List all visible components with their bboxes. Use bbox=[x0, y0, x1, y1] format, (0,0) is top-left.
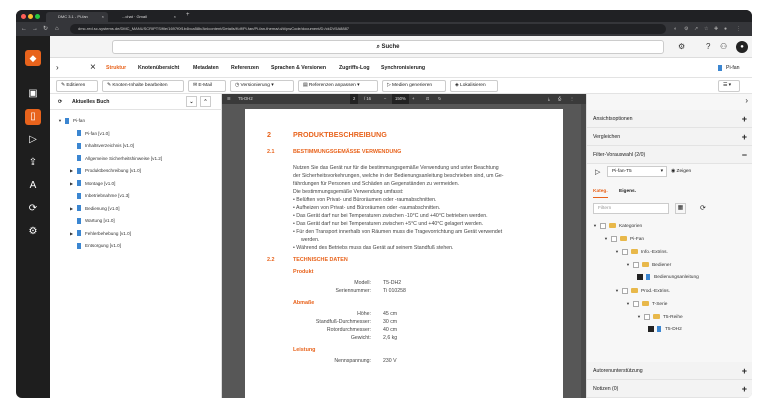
checkbox[interactable] bbox=[600, 223, 606, 229]
tab-label: DMC 3.1 - Pi-fan bbox=[58, 14, 88, 19]
spec-key: Seriennummer: bbox=[335, 288, 371, 294]
tree-item-label: Pi-fan [v1.0] bbox=[85, 130, 110, 136]
more-options-icon[interactable]: ⋮ bbox=[570, 96, 575, 101]
play-icon[interactable]: ▷ bbox=[29, 134, 37, 145]
section-label: Filter-Vorauswahl (2/0) bbox=[593, 152, 646, 158]
bullet-text: Aufheizen von Privat- und Büroräumen oder -raumabschnitten. bbox=[295, 205, 441, 211]
close-icon[interactable]: × bbox=[90, 62, 96, 73]
top-bar bbox=[50, 36, 752, 58]
tree-item-label: Produktbeschreibung [v1.0] bbox=[85, 168, 141, 173]
close-window-icon[interactable] bbox=[21, 14, 26, 19]
maximize-window-icon[interactable] bbox=[35, 14, 40, 19]
spec-value: 230 V bbox=[383, 358, 397, 364]
panel-header bbox=[50, 94, 222, 110]
fit-page-icon[interactable]: ⊡ bbox=[426, 96, 430, 101]
extension-icon[interactable]: ◐ bbox=[674, 26, 678, 32]
tree-item-label: Bedienung [v1.0] bbox=[85, 205, 120, 211]
checkbox[interactable] bbox=[622, 249, 628, 255]
spec-value: 45 cm bbox=[383, 311, 398, 317]
filter-tree-item[interactable] bbox=[626, 298, 667, 309]
bullet-icon: • bbox=[293, 197, 297, 203]
tree-item[interactable] bbox=[70, 241, 121, 251]
zoom-level[interactable]: 150% bbox=[392, 94, 409, 104]
bullet-icon: • bbox=[293, 229, 297, 235]
dashboard-icon[interactable]: ▣ bbox=[28, 88, 38, 99]
subsection-title: TECHNISCHE DATEN bbox=[293, 257, 348, 263]
tree-item[interactable] bbox=[70, 191, 129, 201]
subsection-title: BESTIMMUNGSGEMÄSSE VERWENDUNG bbox=[293, 149, 402, 155]
folder-icon bbox=[609, 223, 616, 228]
expand-icon[interactable]: ▼ bbox=[637, 314, 641, 319]
book-icon[interactable]: ▯ bbox=[25, 109, 41, 125]
checkbox[interactable] bbox=[633, 262, 639, 268]
book-icon bbox=[77, 193, 81, 199]
tab-knotenuebersicht[interactable]: Knotenübersicht bbox=[138, 65, 180, 71]
tree-item-label: Inbetriebnahme [v1.3] bbox=[85, 193, 130, 198]
section-label: Autorenunterstützung bbox=[593, 368, 643, 374]
export-icon[interactable]: ⇪ bbox=[28, 157, 38, 168]
browser-menu-icon[interactable]: ⋮ bbox=[736, 26, 741, 32]
tree-item-label: Wartung [v1.0] bbox=[85, 218, 115, 223]
section-label: Notizen (0) bbox=[593, 386, 619, 392]
bullet-item bbox=[293, 213, 488, 220]
spec-value: 2,6 kg bbox=[383, 335, 398, 341]
spec-key: Gewicht: bbox=[350, 335, 371, 341]
translate-icon[interactable]: A bbox=[29, 180, 37, 191]
spec-group-title: Leistung bbox=[293, 347, 316, 353]
extension-icon[interactable]: ⚙ bbox=[684, 26, 689, 32]
expand-icon[interactable]: ▶ bbox=[70, 180, 74, 186]
tree-item-label: Entsorgung [v1.0] bbox=[85, 243, 122, 248]
tree-item[interactable] bbox=[70, 154, 162, 164]
bullet-item bbox=[293, 205, 440, 212]
subsection-number: 2.1 bbox=[267, 149, 275, 155]
button-label: Lokalisieren bbox=[460, 83, 486, 88]
browser-window bbox=[16, 10, 752, 398]
filter-select[interactable] bbox=[607, 166, 667, 177]
tree-item[interactable] bbox=[70, 141, 134, 151]
avatar[interactable]: ● bbox=[736, 41, 748, 53]
edit-node-content-button[interactable]: ✎ Knoten-Inhalte bearbeiten bbox=[102, 80, 184, 92]
spec-key: Höhe: bbox=[357, 311, 371, 317]
tab-synchronisierung[interactable]: Synchronisierung bbox=[381, 65, 426, 71]
folder-icon bbox=[642, 262, 649, 267]
page-number-input[interactable]: 2 bbox=[350, 94, 358, 104]
checkbox[interactable] bbox=[644, 314, 650, 320]
button-label: E-Mail bbox=[198, 83, 212, 88]
tree-item[interactable] bbox=[70, 166, 141, 176]
filter-tree-item[interactable] bbox=[615, 285, 670, 296]
section-title: PRODUKTBESCHREIBUNG bbox=[293, 130, 387, 139]
profile-icon[interactable]: ● bbox=[724, 26, 728, 32]
search-label: Suche bbox=[381, 44, 400, 50]
expand-icon[interactable]: ▼ bbox=[593, 223, 597, 228]
spec-value: Ti 010258 bbox=[383, 288, 406, 294]
back-icon[interactable]: ← bbox=[21, 26, 27, 32]
book-icon bbox=[657, 326, 661, 332]
close-tab-icon[interactable]: × bbox=[173, 14, 176, 19]
project-name: Pi-fan bbox=[726, 65, 740, 71]
checkbox[interactable] bbox=[633, 301, 639, 307]
filter-item-label: Bedienungsanleitung bbox=[654, 275, 699, 280]
tree-item-label: Inhaltsverzeichnis [v1.0] bbox=[85, 143, 135, 148]
book-icon bbox=[77, 168, 81, 174]
expand-icon[interactable]: + bbox=[741, 384, 747, 394]
expand-icon[interactable]: ▼ bbox=[626, 262, 630, 267]
search-icon: ⌕ bbox=[376, 44, 382, 50]
spec-key: Rotordurchmesser: bbox=[326, 327, 371, 333]
puzzle-icon[interactable]: ✚ bbox=[714, 26, 719, 32]
tree-item[interactable] bbox=[70, 204, 119, 214]
localize-button[interactable]: ◈ Lokalisieren bbox=[450, 80, 498, 92]
checkbox[interactable] bbox=[622, 288, 628, 294]
folder-icon bbox=[620, 236, 627, 241]
tree-item[interactable] bbox=[58, 116, 85, 126]
spec-value: T5-DH2 bbox=[383, 280, 402, 286]
bullet-text: Belüften von Privat- und Büroräumen oder -raumabschnitten. bbox=[296, 197, 437, 203]
refresh-icon[interactable]: ⟳ bbox=[58, 99, 63, 105]
section-author-support[interactable] bbox=[587, 362, 752, 380]
expand-icon[interactable]: ▼ bbox=[615, 288, 619, 293]
expand-icon[interactable]: ▶ bbox=[70, 230, 74, 236]
browser-tab-bar bbox=[16, 10, 752, 22]
folder-icon bbox=[653, 314, 660, 319]
bullet-item bbox=[293, 221, 483, 228]
tree-item-label: Allgemeine Sicherheitshinweise [v1.2] bbox=[85, 155, 163, 161]
forward-icon[interactable]: → bbox=[32, 26, 38, 32]
action-toolbar bbox=[50, 78, 752, 94]
bullet-text: werden. bbox=[301, 237, 320, 243]
filter-item-label: T5-Reihe bbox=[662, 314, 683, 320]
book-icon bbox=[77, 230, 81, 236]
tree-item-label: Pi-fan bbox=[73, 118, 86, 123]
filter-item-label: T5-DH2 bbox=[665, 327, 682, 332]
book-icon bbox=[77, 180, 81, 186]
expand-icon[interactable]: ▼ bbox=[626, 301, 630, 306]
right-panel bbox=[586, 94, 752, 398]
book-icon bbox=[77, 143, 81, 149]
close-tab-icon[interactable]: × bbox=[101, 14, 104, 19]
bullet-item bbox=[293, 197, 436, 204]
print-icon[interactable]: ⎙ bbox=[558, 96, 562, 101]
spec-key: Nennspannung: bbox=[334, 358, 371, 364]
expand-down-icon[interactable]: ⌄ bbox=[186, 96, 197, 107]
folder-icon bbox=[642, 301, 649, 306]
new-tab-icon[interactable]: + bbox=[186, 12, 190, 18]
app bbox=[16, 36, 752, 398]
expand-icon[interactable]: ▼ bbox=[58, 118, 62, 123]
filter-tree-item[interactable] bbox=[626, 259, 671, 270]
spec-key: Modell: bbox=[354, 280, 371, 286]
book-icon bbox=[77, 218, 81, 224]
pdf-toolbar bbox=[222, 94, 586, 104]
tab-categories[interactable]: Kateg. bbox=[593, 186, 608, 198]
sync-icon[interactable]: ⟳ bbox=[28, 203, 38, 214]
filter-tree-item[interactable] bbox=[637, 272, 699, 283]
reload-icon[interactable]: ↻ bbox=[43, 26, 49, 32]
button-label: Medien generieren bbox=[392, 83, 433, 88]
collapse-icon[interactable]: − bbox=[741, 150, 747, 160]
filter-input[interactable]: Filtern bbox=[593, 203, 669, 214]
filter-item-label: Bediener bbox=[651, 262, 672, 268]
tab-referenzen[interactable]: Referenzen bbox=[231, 65, 259, 71]
home-icon[interactable]: ⌂ bbox=[55, 26, 59, 32]
expand-icon[interactable]: + bbox=[741, 132, 747, 142]
section-number: 2 bbox=[267, 130, 271, 139]
toggle-label: Zeigen bbox=[676, 169, 692, 174]
book-icon bbox=[646, 274, 650, 280]
folder-icon bbox=[631, 249, 638, 254]
bullet-item bbox=[301, 237, 319, 244]
download-icon[interactable]: ⤓ bbox=[548, 96, 550, 101]
adjust-references-button[interactable]: ▤ Referenzen anpassen ▾ bbox=[298, 80, 378, 92]
notifications-icon[interactable]: ⚇ bbox=[720, 42, 728, 51]
checkbox[interactable] bbox=[611, 236, 617, 242]
browser-tab-active[interactable] bbox=[46, 12, 108, 22]
checkbox[interactable] bbox=[637, 274, 643, 280]
bullet-text: Während des Betriebs muss das Gerät auf seinem Standfuß stehen. bbox=[296, 245, 454, 251]
section-label: Vergleichen bbox=[593, 134, 621, 140]
section-label: Ansichtsoptionen bbox=[593, 116, 633, 122]
folder-icon bbox=[631, 288, 638, 293]
project-label bbox=[718, 58, 740, 78]
filter-tree-item[interactable] bbox=[593, 220, 642, 231]
section-notes[interactable] bbox=[587, 380, 752, 398]
app-logo-icon[interactable]: ◆ bbox=[25, 50, 41, 66]
spec-group-title: Produkt bbox=[293, 269, 314, 275]
filter-item-label: T-Serie bbox=[651, 301, 668, 307]
play-filter-icon[interactable]: ▷ bbox=[595, 169, 601, 176]
refresh-icon[interactable]: ⟳ bbox=[700, 205, 706, 212]
book-icon bbox=[77, 205, 81, 211]
button-label: Knoten-Inhalte bearbeiten bbox=[112, 83, 168, 88]
book-icon bbox=[77, 130, 81, 136]
tree-item[interactable] bbox=[70, 216, 115, 226]
pdf-viewer bbox=[222, 94, 586, 398]
tree-item-label: Fehlerbehebung [v1.0] bbox=[85, 230, 131, 236]
pdf-page bbox=[245, 109, 563, 398]
button-label: Referenzen anpassen bbox=[308, 83, 356, 88]
section-filter[interactable] bbox=[587, 146, 752, 164]
paragraph-line: fährdungen für Personen und Schäden an Gegenständen zu vermeiden. bbox=[293, 181, 460, 187]
book-icon bbox=[77, 243, 81, 249]
paragraph-line: Nutzen Sie das Gerät nur für die bestimmungsgemäße Verwendung und unter Beachtung bbox=[293, 165, 499, 171]
collapse-right-icon[interactable]: › bbox=[745, 96, 748, 105]
checkbox[interactable] bbox=[648, 326, 654, 332]
bullet-item bbox=[293, 245, 453, 252]
filter-item-label: Kategorien bbox=[618, 223, 643, 229]
tab-metadaten[interactable]: Metadaten bbox=[193, 65, 219, 71]
section-view-options[interactable] bbox=[587, 110, 752, 128]
button-label: Editieren bbox=[66, 83, 86, 88]
settings-icon[interactable]: ⚙ bbox=[28, 226, 38, 237]
filter-item-label: Info.-Extrins. bbox=[640, 249, 668, 255]
generate-media-button[interactable]: ▷ Medien generieren bbox=[382, 80, 446, 92]
spec-group-title: Abmaße bbox=[293, 300, 315, 306]
collapse-up-icon[interactable]: ⌃ bbox=[200, 96, 211, 107]
book-tree-panel bbox=[50, 94, 222, 398]
browser-tab[interactable] bbox=[110, 12, 180, 22]
section-compare[interactable] bbox=[587, 128, 752, 146]
book-icon bbox=[77, 155, 81, 161]
bullet-item bbox=[293, 229, 502, 236]
versioning-button[interactable]: ◷ Versionierung ▾ bbox=[230, 80, 294, 92]
book-icon bbox=[65, 118, 69, 124]
spec-value: 40 cm bbox=[383, 327, 398, 333]
bullet-icon: • bbox=[293, 221, 297, 227]
expand-icon[interactable]: ▶ bbox=[70, 168, 74, 173]
paragraph-line: der Sicherheitsvorkehrungen, welche in der Bedienungsanleitung beschrieben sind, um Ge- bbox=[293, 173, 504, 179]
book-icon bbox=[718, 65, 722, 71]
expand-icon[interactable]: ▶ bbox=[70, 205, 74, 211]
bullet-text: Für den Transport innerhalb von Räumen muss die Tragevorrichtung am Gerät verwendet bbox=[296, 229, 503, 235]
filter-item-label: Pi-Fan bbox=[629, 236, 645, 242]
minimize-window-icon[interactable] bbox=[28, 14, 33, 19]
filter-tree-item[interactable] bbox=[637, 311, 683, 322]
expand-icon[interactable]: + bbox=[741, 366, 747, 376]
expand-icon[interactable]: ▼ bbox=[615, 249, 619, 254]
filter-tree-item[interactable] bbox=[604, 233, 644, 244]
bullet-text: Das Gerät darf nur bei Temperaturen zwischen -10°C und +40°C betrieben werden. bbox=[296, 213, 488, 219]
bullet-text: Das Gerät darf nur bei Temperaturen zwischen +5°C und +40°C gelagert werden. bbox=[296, 221, 484, 227]
filter-item-label: Prod.-Extrins. bbox=[640, 288, 671, 294]
browser-toolbar bbox=[16, 22, 752, 36]
sidebar-toggle-icon[interactable]: ☰ bbox=[227, 96, 231, 101]
subsection-number: 2.2 bbox=[267, 257, 275, 263]
tab-zugriffs-log[interactable]: Zugriffs-Log bbox=[339, 65, 370, 71]
left-rail bbox=[16, 36, 50, 398]
bullet-icon: • bbox=[293, 213, 297, 219]
tab-struktur[interactable]: Struktur bbox=[106, 58, 126, 80]
settings-gear-icon[interactable]: ⚙ bbox=[678, 42, 686, 51]
panel-title: Aktuelles Buch bbox=[72, 99, 110, 105]
help-icon[interactable]: ? bbox=[706, 42, 711, 51]
page-count: / 16 bbox=[364, 96, 371, 101]
edit-button[interactable]: ✎ Editieren bbox=[56, 80, 98, 92]
filter-tree-item[interactable] bbox=[615, 246, 668, 257]
chevron-down-icon: ▾ bbox=[660, 169, 663, 174]
tab-properties[interactable]: Eigens. bbox=[619, 189, 637, 194]
pdf-filename: T5-DH2 bbox=[238, 96, 253, 101]
spec-key: Standfuß-Durchmesser: bbox=[315, 319, 371, 325]
tree-item[interactable] bbox=[70, 229, 131, 239]
zoom-out-icon[interactable]: − bbox=[384, 96, 387, 101]
expand-icon[interactable]: ▼ bbox=[604, 236, 608, 241]
expand-icon[interactable]: + bbox=[741, 114, 747, 124]
zoom-in-icon[interactable]: + bbox=[412, 96, 415, 101]
select-value: Pi-fan-T5 bbox=[612, 169, 632, 174]
tab-label: ...chat · Gmail bbox=[122, 14, 147, 19]
paragraph-line: Die bestimmungsgemäße Verwendung umfasst: bbox=[293, 189, 404, 195]
filter-tree-item[interactable] bbox=[648, 324, 682, 335]
email-button[interactable]: ✉ E-Mail bbox=[188, 80, 226, 92]
tab-sprachen-versionen[interactable]: Sprachen & Versionen bbox=[271, 65, 327, 71]
button-label: Versionierung bbox=[240, 83, 270, 88]
spec-value: 30 cm bbox=[383, 319, 398, 325]
tree-item-label: Montage [v1.0] bbox=[85, 180, 116, 186]
rotate-icon[interactable]: ↻ bbox=[438, 96, 442, 101]
bookmark-icon[interactable]: ☆ bbox=[704, 26, 709, 32]
collapse-panel-icon[interactable]: › bbox=[56, 63, 59, 72]
show-toggle[interactable]: ◉ Zeigen bbox=[671, 169, 692, 174]
share-icon[interactable]: ↗ bbox=[694, 26, 699, 32]
bullet-icon: • bbox=[293, 205, 296, 211]
tree-item[interactable] bbox=[70, 179, 115, 189]
address-bar[interactable]: dmc-red.sc-systems.de/DMC_MANUSCRIPTS/file/1697f0f1b4bca58b/Anlcontent/Details/Kdf/Pi-fan/Pi-fan-thema/ui/#/pwCode/document/D:/ckDV5A8887 bbox=[70, 24, 666, 34]
bullet-icon: • bbox=[293, 245, 297, 251]
list-menu-button[interactable]: ☰ ▾ bbox=[718, 80, 740, 92]
tree-item[interactable] bbox=[70, 129, 110, 139]
search-bar[interactable] bbox=[112, 40, 664, 54]
grid-icon[interactable]: ▦ bbox=[675, 203, 686, 214]
menu-bar bbox=[50, 58, 752, 78]
